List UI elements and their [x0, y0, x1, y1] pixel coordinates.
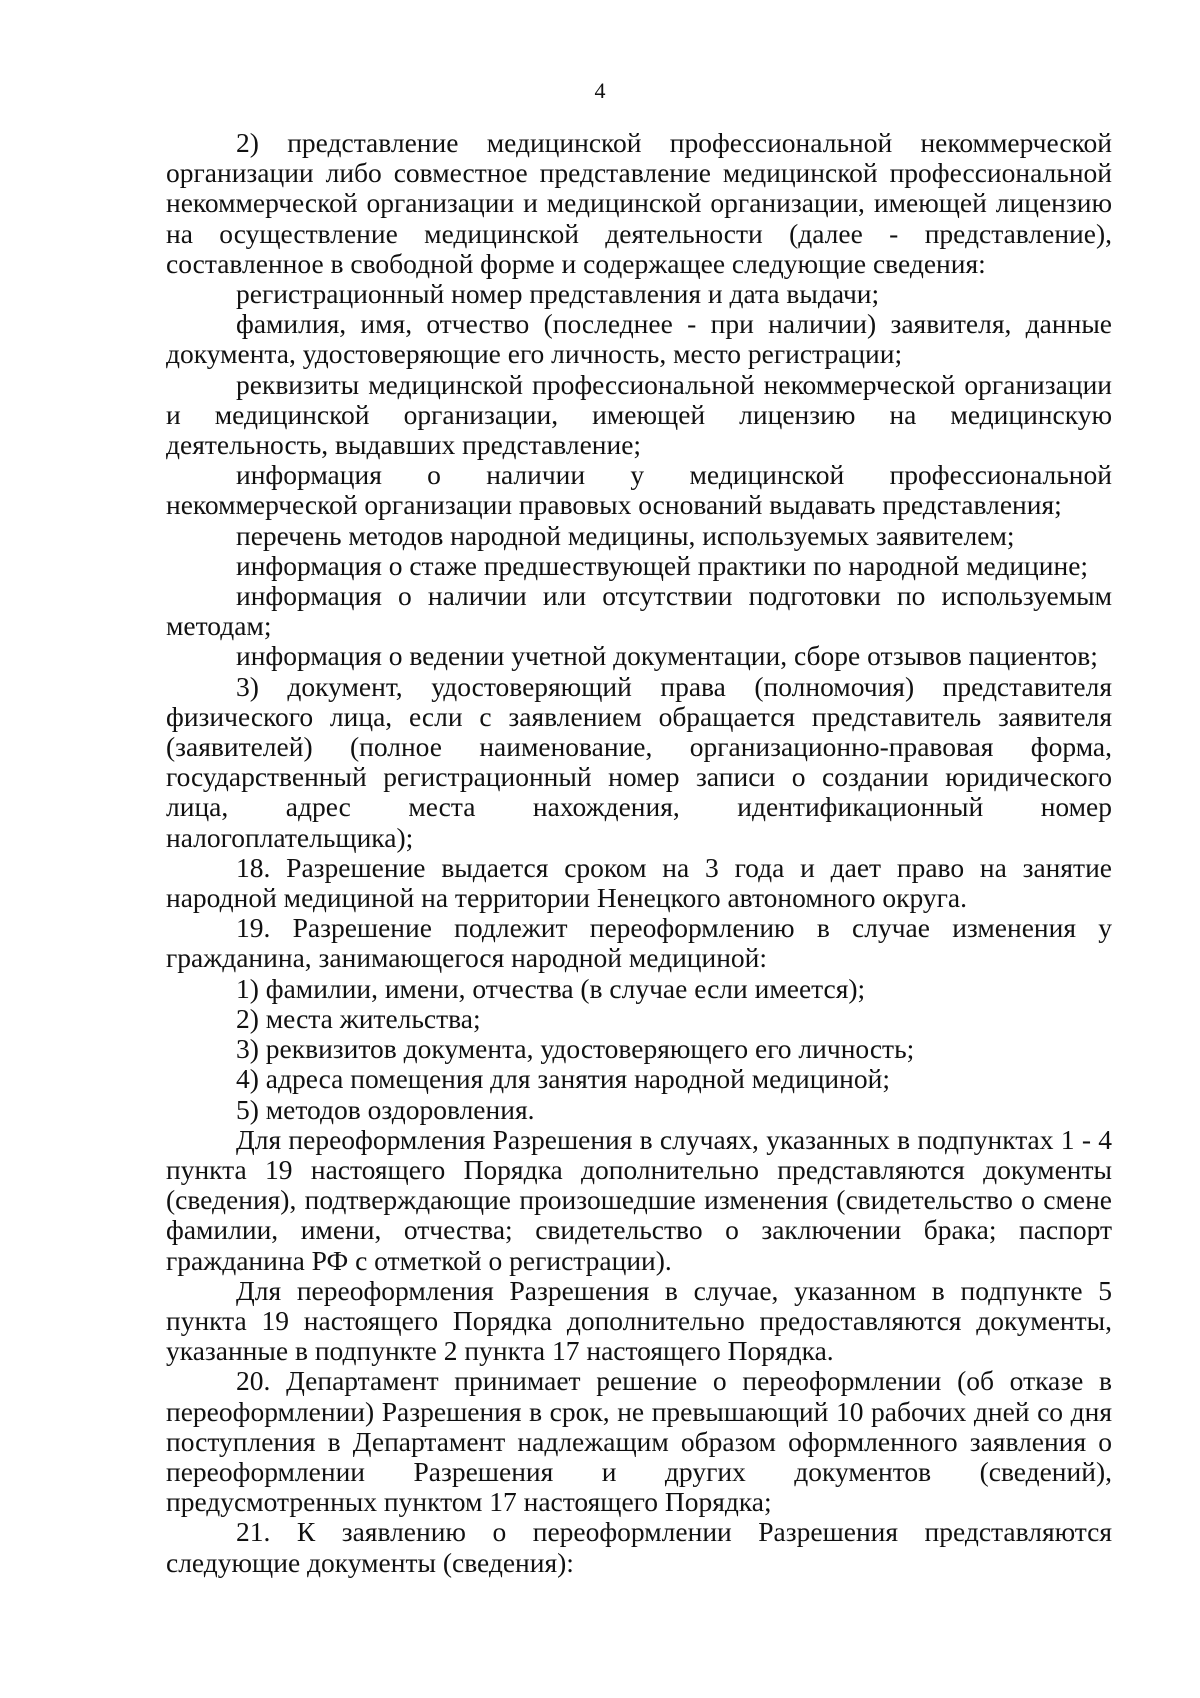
- paragraph: фамилия, имя, отчество (последнее - при наличии) заявителя, данные документа, удостоверяющие его личность, место регистрации;: [166, 308, 1112, 370]
- paragraph: 3) реквизитов документа, удостоверяющего его личность;: [236, 1033, 915, 1065]
- paragraph: 5) методов оздоровления.: [236, 1093, 535, 1125]
- paragraph: реквизиты медицинской профессиональной некоммерческой организации и медицинской организации, имеющей лицензию на медицинскую деятельность, выдавших представление;: [166, 368, 1112, 461]
- document-body: [166, 128, 1112, 1578]
- paragraph: регистрационный номер представления и дата выдачи;: [236, 278, 880, 310]
- paragraph: 19. Разрешение подлежит переоформлению в случае изменения у гражданина, занимающегося народной медициной:: [166, 912, 1112, 974]
- paragraph: Для переоформления Разрешения в случае, указанном в подпункте 5 пункта 19 настоящего Порядка дополнительно предоставляются документы, указанные в подпункте 2 пункта 17 настоящего Порядка.: [166, 1274, 1112, 1367]
- paragraph: 2) места жительства;: [236, 1002, 481, 1034]
- paragraph: информация о наличии у медицинской профессиональной некоммерческой организации правовых оснований выдавать представления;: [166, 459, 1112, 521]
- paragraph: информация о ведении учетной документации, сборе отзывов пациентов;: [236, 640, 1098, 672]
- page-number: 4: [594, 78, 606, 103]
- paragraph: 21. К заявлению о переоформлении Разрешения представляются следующие документы (сведения):: [166, 1516, 1112, 1578]
- paragraph: 3) документ, удостоверяющий права (полномочия) представителя физического лица, если с заявлением обращается представитель заявителя (заявителей) (полное наименование, организационно-правовая форма, государственный регистрационный номер записи о создании юридического лица, адрес места нахождения, идентификационный номер налогоплательщика);: [166, 670, 1112, 853]
- paragraph: информация о стаже предшествующей практики по народной медицине;: [236, 549, 1089, 581]
- paragraph: перечень методов народной медицины, используемых заявителем;: [236, 519, 1015, 551]
- paragraph: 2) представление медицинской профессиональной некоммерческой организации либо совместное представление медицинской профессиональной некоммерческой организации и медицинской организации, имеющей лицензию на осуществление медицинской деятельности (далее - представление), составленное в свободной форме и содержащее следующие сведения:: [166, 127, 1112, 279]
- paragraph: 1) фамилии, имени, отчества (в случае если имеется);: [236, 972, 866, 1004]
- paragraph: информация о наличии или отсутствии подготовки по используемым методам;: [166, 580, 1112, 642]
- paragraph: 18. Разрешение выдается сроком на 3 года и дает право на занятие народной медициной на территории Ненецкого автономного округа.: [166, 851, 1112, 914]
- paragraph: 4) адреса помещения для занятия народной медициной;: [236, 1063, 890, 1095]
- paragraph: 20. Департамент принимает решение о переоформлении (об отказе в переоформлении) Разрешения в срок, не превышающий 10 рабочих дней со дня поступления в Департамент надлежащим образом оформленного заявления о переоформлении Разрешения и других документов (сведений), предусмотренных пунктом 17 настоящего Порядка;: [166, 1365, 1112, 1518]
- paragraph: Для переоформления Разрешения в случаях, указанных в подпунктах 1 - 4 пункта 19 настоящего Порядка дополнительно представляются документы (сведения), подтверждающие произошедшие изменения (свидетельство о смене фамилии, имени, отчества; свидетельство о заключении брака; паспорт гражданина РФ с отметкой о регистрации).: [166, 1123, 1112, 1276]
